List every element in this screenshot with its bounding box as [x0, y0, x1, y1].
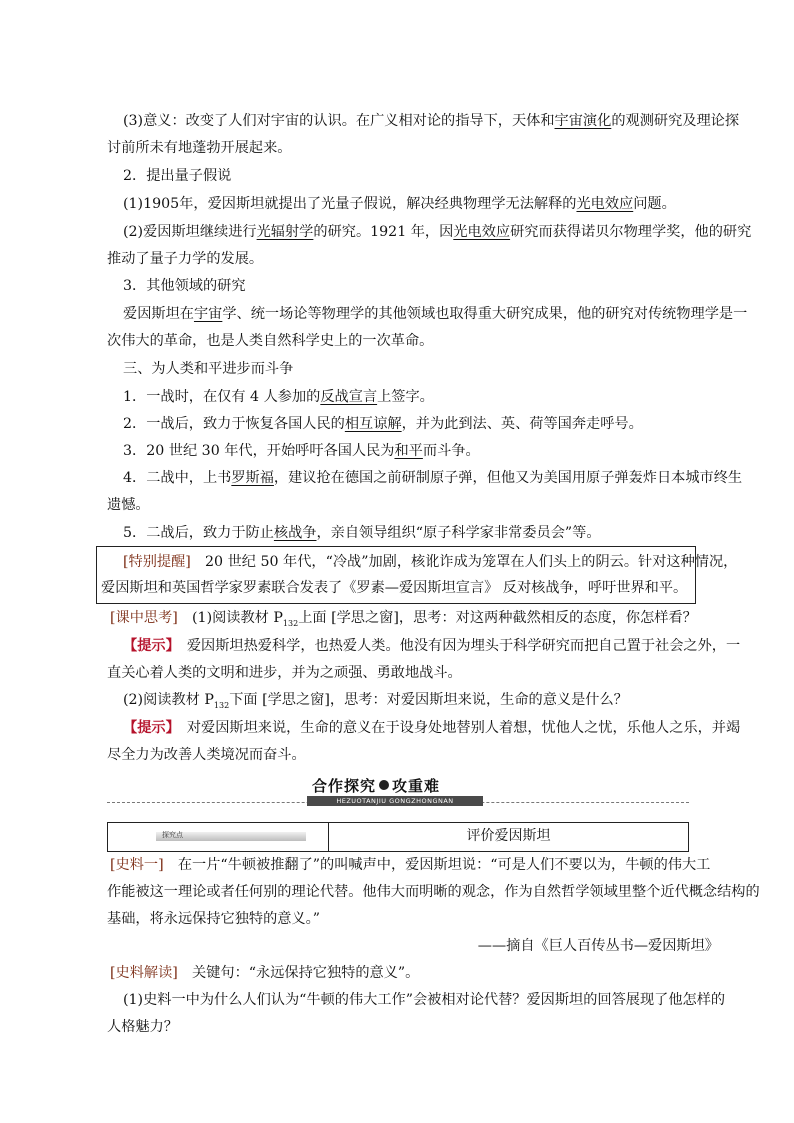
section-heading: 三、为人类和平进步而斗争 [123, 361, 294, 377]
special-note-box [96, 546, 738, 604]
paragraph-quantum-1: (1)1905年，爱因斯坦就提出了光量子假说，解决经典物理学无法解释的光电效应问题。 [123, 196, 676, 212]
underlined-term: 宇宙 [193, 306, 223, 322]
underlined-term: 核战争 [273, 525, 317, 541]
section-heading: 2．提出量子假说 [123, 168, 232, 184]
paragraph-line: 人格魅力？ [107, 1019, 178, 1035]
reading-tag: [史料解读] [110, 965, 178, 981]
underlined-term: 光电效应 [576, 196, 634, 212]
paragraph-other-fields: 爱因斯坦在宇宙学、统一场论等物理学的其他领域也取得重大研究成果，他的研究对传统物理学是一 [123, 306, 748, 322]
paragraph-line: 作能被这一理论或者任何别的理论代替。他伟大而明晰的观念，作为自然哲学领域里整个近代概念结构的 [107, 884, 760, 900]
think-tag: [课中思考] [110, 610, 178, 626]
banner-title: 合作探究 攻重难 [312, 777, 441, 795]
section-heading: 3．其他领域的研究 [123, 278, 246, 294]
explore-label: 探究点 [162, 831, 183, 839]
hint-tag: 【提示】 [123, 720, 173, 736]
list-item: 4．二战中，上书罗斯福，建议抢在德国之前研制原子弹，但他又为美国用原子弹轰炸日本城市终生 [123, 470, 743, 486]
paragraph-significance: (3)意义：改变了人们对宇宙的认识。在广义相对论的指导下，天体和宇宙演化的观测研究及理论探 [123, 113, 740, 129]
list-item: 2．一战后，致力于恢复各国人民的相互谅解，并为此到法、英、荷等国奔走呼号。 [123, 416, 643, 432]
paragraph-quantum-2: (2)爱因斯坦继续进行光辐射学的研究。1921 年，因光电效应研究而获得诺贝尔物理学奖，他的研究 [123, 224, 752, 240]
paragraph-line: 讨前所未有地蓬勃开展起来。 [107, 140, 292, 156]
note-tag: [特别提醒] [123, 554, 191, 570]
hint-tag: 【提示】 [123, 638, 173, 654]
explore-label-cell [108, 823, 329, 851]
banner-subtitle: HEZUOTANJIU GONGZHONGNAN [307, 796, 483, 806]
bullet-icon [379, 780, 389, 790]
paragraph-line: 遗憾。 [107, 497, 150, 513]
explore-point-table [107, 822, 689, 852]
list-item: 3．20 世纪 30 年代，开始呼吁各国人民为和平而斗争。 [123, 443, 480, 459]
note-line: 爱因斯坦和英国哲学家罗素联合发表了《罗素—爱因斯坦宣言》 反对核战争，呼吁世界和平。 [101, 580, 688, 596]
source-line: [史料一] 在一片“牛顿被推翻了”的叫喊声中，爱因斯坦说：“可是人们不要以为，牛顿的伟大工 [110, 857, 711, 873]
explore-topic: 评价爱因斯坦 [466, 828, 551, 844]
underlined-term: 罗斯福 [231, 470, 274, 486]
source-tag: [史料一] [110, 857, 164, 873]
think-question-1: [课中思考] (1)阅读教材 $P_{132}$上面 [学思之窗]，思考：对这两种截然相反的态度，你怎样看？ [110, 610, 697, 628]
think-answer-2: 【提示】 对爱因斯坦来说，生命的意义在于设身处地替别人着想，忧他人之忧，乐他人之乐，并竭 [123, 720, 741, 736]
note-line: [特别提醒] 20 世纪 50 年代，“冷战”加剧，核讹诈成为笼罩在人们头上的阴云。针对这种情况， [123, 554, 738, 570]
underlined-term: 和平 [394, 443, 423, 459]
paragraph-line: 推动了量子力学的发展。 [107, 251, 264, 267]
underlined-term: 相互谅解 [344, 416, 402, 432]
paragraph-line: 基础，将永远保持它独特的意义。” [107, 911, 320, 927]
think-question-2: (2)阅读教材 $P_{132}$下面 [学思之窗]，思考：对爱因斯坦来说，生命的意义是什么？ [123, 692, 628, 710]
list-item: 1．一战时，在仅有 4 人参加的反战宣言上签字。 [123, 389, 434, 405]
underlined-term: 光电效应 [453, 224, 511, 240]
paragraph-line: 次伟大的革命，也是人类自然科学史上的一次革命。 [107, 333, 434, 349]
list-item: 5．二战后，致力于防止核战争，亲自领导组织“原子科学家非常委员会”等。 [123, 525, 601, 541]
paragraph-line: 直关心着人类的文明和进步，并为之顽强、勇敢地战斗。 [107, 665, 462, 681]
underlined-term: 宇宙演化 [554, 113, 612, 129]
underlined-term: 光辐射学 [256, 224, 314, 240]
paragraph-line: 尽全力为改善人类境况而奋斗。 [107, 747, 306, 763]
question-line: (1)史料一中为什么人们认为“牛顿的伟大工作”会被相对论代替？爱因斯坦的回答展现了他怎样的 [123, 992, 726, 1008]
section-banner [107, 775, 689, 807]
think-answer-1: 【提示】 爱因斯坦热爱科学，也热爱人类。他没有因为埋头于科学研究而把自己置于社会之外，一 [123, 638, 741, 654]
source-reading: [史料解读] 关键句：“永远保持它独特的意义”。 [110, 965, 420, 981]
citation: ——摘自《巨人百传丛书—爱因斯坦》 [477, 938, 719, 954]
underlined-term: 反战宣言 [320, 389, 378, 405]
